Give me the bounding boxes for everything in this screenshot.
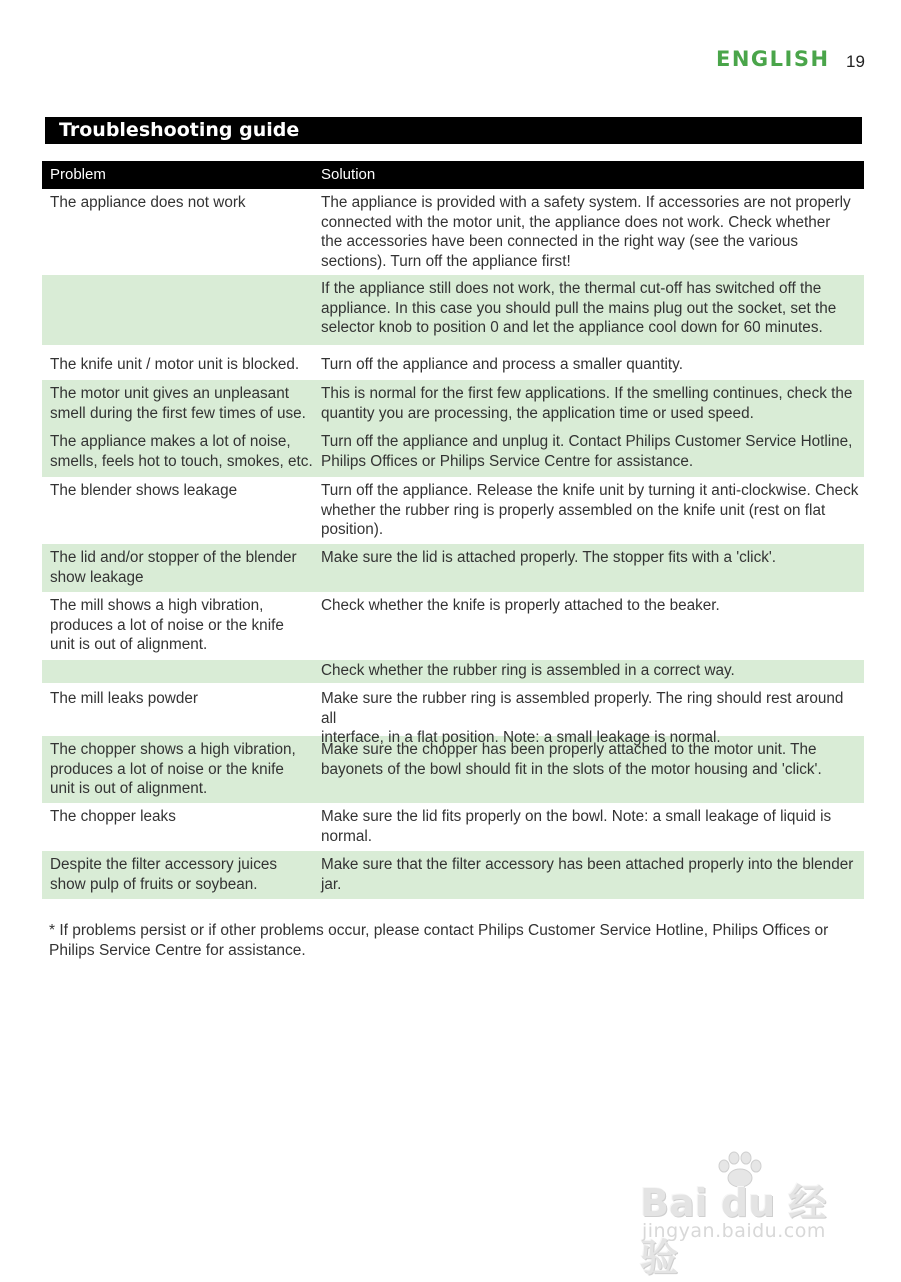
watermark-brand: Bai du 经验	[640, 1181, 827, 1280]
problem-cell: The lid and/or stopper of the blender show leakage	[50, 549, 297, 586]
solution-cell: Make sure the chopper has been properly attached to the motor unit. The bayonets of the bowl should fit in the slots of the motor housing and 'click'.	[321, 741, 822, 778]
table-row	[42, 428, 864, 477]
problem-cell: The appliance does not work	[50, 194, 246, 211]
column-header-problem: Problem	[50, 166, 106, 183]
table-row	[42, 660, 864, 683]
table-row	[42, 189, 864, 275]
solution-cell: This is normal for the first few applications. If the smelling continues, check the quantity you are processing, the application time or used speed.	[321, 385, 853, 422]
solution-cell: Check whether the rubber ring is assembled in a correct way.	[321, 662, 735, 679]
section-title: Troubleshooting guide	[59, 119, 300, 141]
solution-cell: Turn off the appliance. Release the knife unit by turning it anti-clockwise. Check whether the rubber ring is properly assembled on the knife unit (rest on flat position).	[321, 482, 859, 538]
problem-cell: The blender shows leakage	[50, 482, 238, 499]
problem-cell: Despite the filter accessory juices show pulp of fruits or soybean.	[50, 856, 277, 893]
problem-cell: The chopper shows a high vibration, produces a lot of noise or the knife unit is out of alignment.	[50, 741, 296, 797]
problem-cell: The mill shows a high vibration, produces a lot of noise or the knife unit is out of alignment.	[50, 597, 284, 653]
column-header-solution: Solution	[321, 166, 376, 183]
problem-cell: The mill leaks powder	[50, 690, 198, 707]
table-row	[42, 345, 864, 380]
section-title-bar	[45, 117, 862, 144]
solution-cell: The appliance is provided with a safety system. If accessories are not properly connected with the motor unit, the appliance does not work. Check whether the accessories have been connected in the right way (see the various sections). Turn off the appliance first!	[321, 194, 851, 270]
footnote: * If problems persist or if other problems occur, please contact Philips Customer Service Hotline, Philips Offices or Philips Service Centre for assistance.	[49, 922, 829, 959]
solution-cell: Check whether the knife is properly attached to the beaker.	[321, 597, 720, 614]
solution-cell: Make sure the lid fits properly on the bowl. Note: a small leakage of liquid is normal.	[321, 808, 832, 845]
watermark-url: jingyan.baidu.com	[642, 1220, 826, 1242]
table-row	[42, 544, 864, 592]
baidu-watermark	[640, 1150, 860, 1280]
solution-cell: Turn off the appliance and unplug it. Contact Philips Customer Service Hotline, Philips Offices or Philips Service Centre for assistance.	[321, 433, 853, 470]
problem-cell: The knife unit / motor unit is blocked.	[50, 356, 300, 373]
table-row	[42, 683, 864, 746]
solution-cell: Make sure the lid is attached properly. The stopper fits with a 'click'.	[321, 549, 777, 566]
solution-cell: Make sure that the filter accessory has been attached properly into the blender jar.	[321, 856, 854, 893]
page-number: 19	[846, 52, 865, 71]
problem-cell: The chopper leaks	[50, 808, 176, 825]
problem-cell	[42, 279, 313, 345]
problem-cell: The motor unit gives an unpleasant smell during the first few times of use.	[50, 385, 306, 422]
table-row	[42, 275, 864, 345]
table-row	[42, 380, 864, 428]
table-row	[42, 851, 864, 899]
problem-cell: The appliance makes a lot of noise, smells, feels hot to touch, smokes, etc.	[50, 433, 313, 470]
solution-cell: If the appliance still does not work, the thermal cut-off has switched off the appliance. In this case you should pull the mains plug out the socket, set the selector knob to position 0 and let the appliance cool down for 60 minutes.	[321, 280, 837, 336]
problem-cell	[42, 661, 313, 683]
table-row	[42, 592, 864, 660]
solution-cell: Make sure the rubber ring is assembled properly. The ring should rest around all interface, in a flat position. Note: a small leakage is normal.	[321, 690, 844, 746]
table-header	[42, 161, 864, 189]
troubleshooting-table	[42, 161, 864, 899]
table-row	[42, 477, 864, 544]
solution-cell: Turn off the appliance and process a smaller quantity.	[321, 356, 683, 373]
table-row	[42, 803, 864, 851]
language-label: ENGLISH	[716, 47, 830, 71]
table-row	[42, 736, 864, 803]
